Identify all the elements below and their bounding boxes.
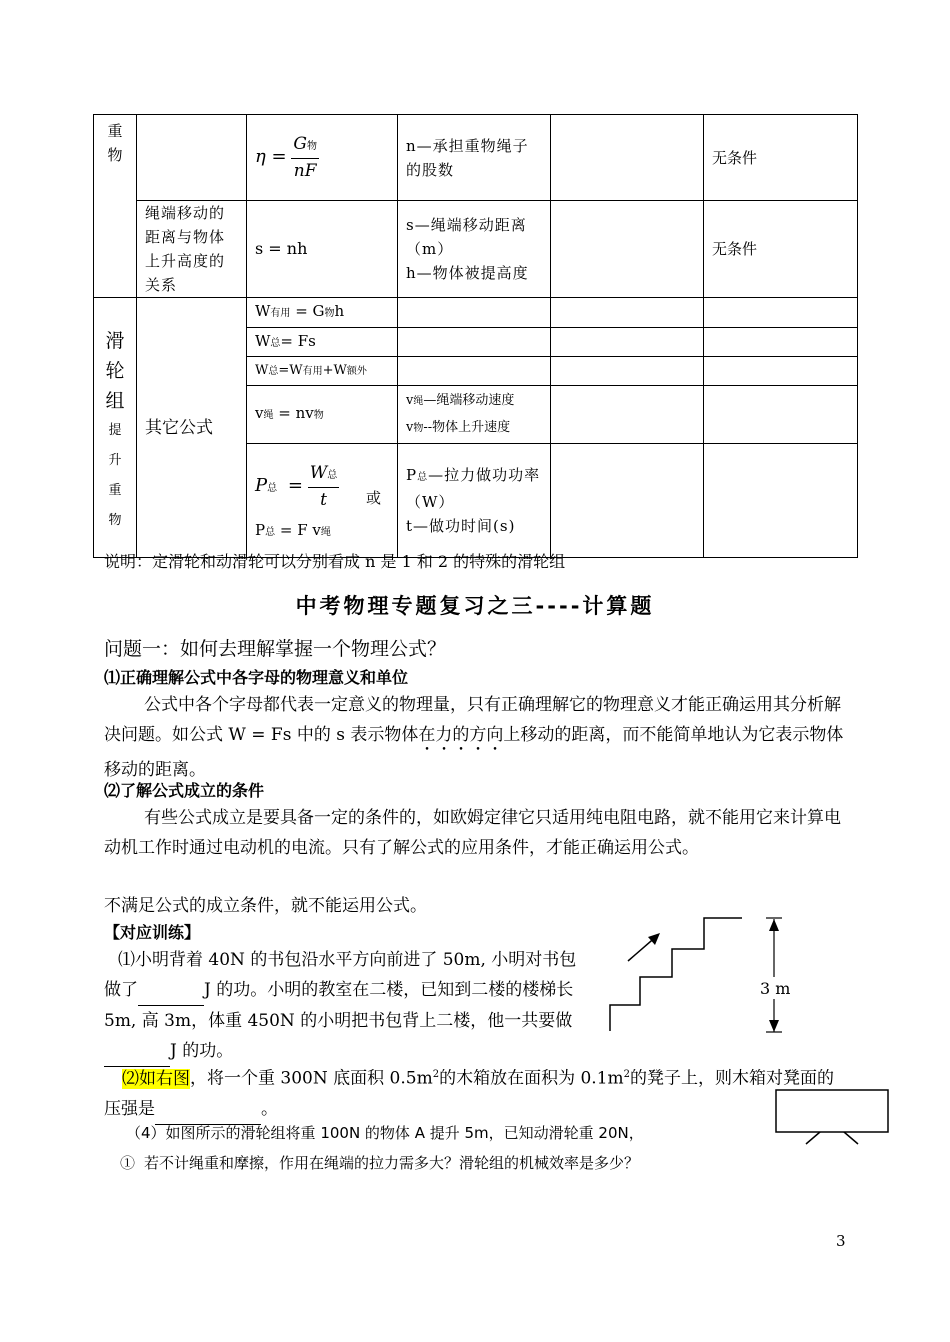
empty-cell [551,386,704,444]
empty-cell [551,201,704,298]
formula-meaning: s—绳端移动距离（m） h—物体被提高度 [398,201,551,298]
useful-work-formula: W有用 = G物h [247,298,398,328]
stool-leg [806,1132,820,1144]
formula-meaning: v绳—绳端移动速度 v物--物体上升速度 [398,386,551,444]
row-label-pulley-group: 滑 轮 组 提 升 重 物 [94,298,137,558]
emphasized-text: 在力的方向 [418,725,504,745]
empty-cell [398,328,551,357]
stool-leg [844,1132,858,1144]
page-number: 3 [836,1232,846,1250]
exercise-1: ⑴小明背着 40N 的书包沿水平方向前进了 50m, 小明对书包做了 J 的功。小明的教室在二楼，已知到二楼的楼梯长 5m, 高 3m，体重 450N 的小明把书包背上二楼，他一共要做 J 的功。 [104,945,584,1067]
formula-meaning: P总—拉力做功功率（W） t—做功时间(s) [398,444,551,558]
arrow-up-icon [769,919,779,931]
exercise-4-part-1: ① 若不计绳重和摩擦，作用在绳端的拉力需多大？滑轮组的机械效率是多少？ [120,1154,640,1172]
empty-cell [551,115,704,201]
empty-cell [704,357,858,386]
section-title: 中考物理专题复习之三----计算题 [295,594,655,618]
empty-cell [551,298,704,328]
condition-cell: 无条件 [704,115,858,201]
efficiency-formula: η = $\frac{\text{G物}}{nF}$ [247,115,398,201]
empty-cell [137,115,247,201]
empty-cell [551,444,704,558]
exercise-2: ⑵如右图，将一个重 300N 底面积 $0.5m^2$的木箱放在面积为 $0.1m^2$的凳子上，则木箱对凳面的压强是 。 [104,1060,849,1125]
empty-cell [704,298,858,328]
empty-cell [398,357,551,386]
empty-cell [551,357,704,386]
formula-table [93,114,858,558]
practice-title: 【对应训练】 [104,923,201,942]
table-row [94,115,858,201]
row-label-heavy-object: 重 物 [94,115,137,298]
formula-meaning: n—承担重物绳子的股数 [398,115,551,201]
empty-cell [551,328,704,357]
wooden-box [776,1090,888,1132]
subheading-2: ⑵了解公式成立的条件 [104,781,265,800]
condition-cell: 无条件 [704,201,858,298]
power-formula: P总 = $\frac{\text{W总}}{t}$ 或 P总 = F v绳 [247,444,398,558]
work-sum-formula: W总=W有用+W额外 [247,357,398,386]
relation-desc: 绳端移动的距离与物体上升高度的关系 [137,201,247,298]
exercise-4: （4）如图所示的滑轮组将重 100N 的物体 A 提升 5m，已知动滑轮重 20N， [126,1124,644,1142]
distance-formula: s = nh [247,201,398,298]
answer-blank[interactable] [138,975,204,1006]
empty-cell [704,444,858,558]
table-row [94,201,858,298]
total-work-formula: W总= Fs [247,328,398,357]
subheading-1: ⑴正确理解公式中各字母的物理意义和单位 [104,668,409,687]
empty-cell [704,328,858,357]
paragraph-2: 有些公式成立是要具备一定的条件的，如欧姆定律它只适用纯电阻电路，就不能用它来计算电动机工作时通过电动机的电流。只有了解公式的应用条件，才能正确运用公式。 [104,808,841,858]
category-other-formulas: 其它公式 [137,298,247,558]
table-note: 说明：定滑轮和动滑轮可以分别看成 n 是 1 和 2 的特殊的滑轮组 [104,552,566,571]
table-row [94,298,858,328]
box-on-stool-diagram [770,1082,895,1162]
paragraph-1: 公式中各个字母都代表一定意义的物理量，只有正确理解它的物理意义才能正确运用其分析解决问题。如公式 W = Fs 中的 s 表示物体在力的方向上移动的距离，而不能简单地认为它表示物体移动的距离。 [104,695,844,780]
staircase-outline [610,918,742,1031]
empty-cell [398,298,551,328]
arrow-head-icon [648,933,660,945]
velocity-formula: v绳 = nv物 [247,386,398,444]
empty-cell [704,386,858,444]
stairs-diagram [600,905,810,1040]
paragraph-3: 不满足公式的成立条件，就不能运用公式。 [104,896,427,916]
highlight: ⑵如右图 [122,1068,190,1089]
arrow-down-icon [769,1020,779,1032]
height-label: 3 m [760,979,791,998]
question-one-title: 问题一：如何去理解掌握一个物理公式？ [104,638,447,660]
